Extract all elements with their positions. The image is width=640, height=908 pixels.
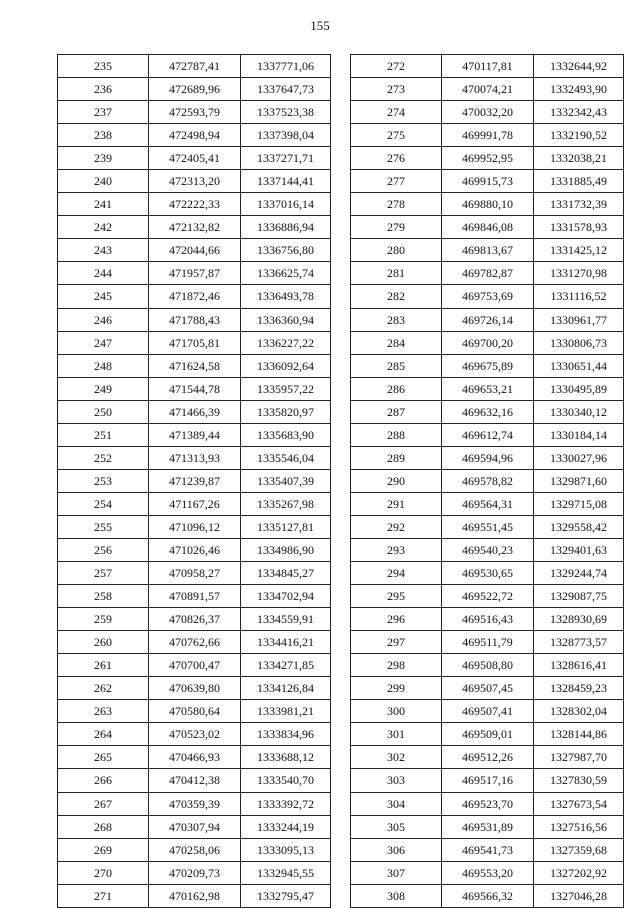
y-coordinate-cell: 1328144,86 bbox=[534, 723, 624, 746]
x-coordinate-cell: 469517,16 bbox=[442, 769, 534, 792]
point-number-cell: 291 bbox=[351, 492, 442, 515]
table-row bbox=[351, 562, 624, 585]
x-coordinate-cell: 469509,01 bbox=[442, 723, 534, 746]
table-row bbox=[351, 55, 624, 78]
x-coordinate-cell: 470074,21 bbox=[442, 78, 534, 101]
point-number-cell: 253 bbox=[58, 469, 149, 492]
point-number-cell: 299 bbox=[351, 677, 442, 700]
y-coordinate-cell: 1336092,64 bbox=[241, 354, 331, 377]
x-coordinate-cell: 471096,12 bbox=[149, 515, 241, 538]
point-number-cell: 303 bbox=[351, 769, 442, 792]
table-row bbox=[351, 147, 624, 170]
table-row bbox=[351, 677, 624, 700]
point-number-cell: 275 bbox=[351, 124, 442, 147]
x-coordinate-cell: 469541,73 bbox=[442, 838, 534, 861]
table-row bbox=[58, 400, 331, 423]
y-coordinate-cell: 1333095,13 bbox=[241, 838, 331, 861]
table-row bbox=[58, 608, 331, 631]
x-coordinate-cell: 469553,20 bbox=[442, 861, 534, 884]
y-coordinate-cell: 1335267,98 bbox=[241, 492, 331, 515]
table-row bbox=[58, 216, 331, 239]
table-row bbox=[58, 884, 331, 907]
point-number-cell: 287 bbox=[351, 400, 442, 423]
y-coordinate-cell: 1336756,80 bbox=[241, 239, 331, 262]
x-coordinate-cell: 469507,41 bbox=[442, 700, 534, 723]
x-coordinate-cell: 469508,80 bbox=[442, 654, 534, 677]
point-number-cell: 268 bbox=[58, 815, 149, 838]
table-row bbox=[351, 400, 624, 423]
table-row bbox=[58, 354, 331, 377]
table-row bbox=[58, 193, 331, 216]
x-coordinate-cell: 470359,39 bbox=[149, 792, 241, 815]
y-coordinate-cell: 1332190,52 bbox=[534, 124, 624, 147]
x-coordinate-cell: 471466,39 bbox=[149, 400, 241, 423]
x-coordinate-cell: 471389,44 bbox=[149, 423, 241, 446]
x-coordinate-cell: 472787,41 bbox=[149, 55, 241, 78]
x-coordinate-cell: 470032,20 bbox=[442, 101, 534, 124]
table-row bbox=[351, 308, 624, 331]
x-coordinate-cell: 471313,93 bbox=[149, 446, 241, 469]
y-coordinate-cell: 1333540,70 bbox=[241, 769, 331, 792]
point-number-cell: 276 bbox=[351, 147, 442, 170]
x-coordinate-cell: 469594,96 bbox=[442, 446, 534, 469]
point-number-cell: 241 bbox=[58, 193, 149, 216]
table-row bbox=[58, 262, 331, 285]
x-coordinate-cell: 469530,65 bbox=[442, 562, 534, 585]
point-number-cell: 274 bbox=[351, 101, 442, 124]
point-number-cell: 288 bbox=[351, 423, 442, 446]
table-row bbox=[351, 216, 624, 239]
x-coordinate-cell: 470891,57 bbox=[149, 585, 241, 608]
point-number-cell: 237 bbox=[58, 101, 149, 124]
y-coordinate-cell: 1334845,27 bbox=[241, 562, 331, 585]
x-coordinate-cell: 469522,72 bbox=[442, 585, 534, 608]
x-coordinate-cell: 469551,45 bbox=[442, 515, 534, 538]
point-number-cell: 308 bbox=[351, 884, 442, 907]
table-row bbox=[351, 884, 624, 907]
x-coordinate-cell: 469578,82 bbox=[442, 469, 534, 492]
x-coordinate-cell: 469531,89 bbox=[442, 815, 534, 838]
y-coordinate-cell: 1328616,41 bbox=[534, 654, 624, 677]
table-row bbox=[58, 700, 331, 723]
table-row bbox=[58, 815, 331, 838]
y-coordinate-cell: 1327046,28 bbox=[534, 884, 624, 907]
table-row bbox=[351, 515, 624, 538]
table-row bbox=[351, 239, 624, 262]
x-coordinate-cell: 470826,37 bbox=[149, 608, 241, 631]
table-row bbox=[351, 331, 624, 354]
point-number-cell: 267 bbox=[58, 792, 149, 815]
y-coordinate-cell: 1330806,73 bbox=[534, 331, 624, 354]
y-coordinate-cell: 1330495,89 bbox=[534, 377, 624, 400]
y-coordinate-cell: 1333981,21 bbox=[241, 700, 331, 723]
x-coordinate-cell: 471624,58 bbox=[149, 354, 241, 377]
table-row bbox=[351, 538, 624, 561]
y-coordinate-cell: 1328773,57 bbox=[534, 631, 624, 654]
x-coordinate-cell: 470209,73 bbox=[149, 861, 241, 884]
point-number-cell: 243 bbox=[58, 239, 149, 262]
x-coordinate-cell: 472222,33 bbox=[149, 193, 241, 216]
y-coordinate-cell: 1332945,55 bbox=[241, 861, 331, 884]
y-coordinate-cell: 1333244,19 bbox=[241, 815, 331, 838]
x-coordinate-cell: 469915,73 bbox=[442, 170, 534, 193]
y-coordinate-cell: 1331116,52 bbox=[534, 285, 624, 308]
y-coordinate-cell: 1329558,42 bbox=[534, 515, 624, 538]
point-number-cell: 292 bbox=[351, 515, 442, 538]
point-number-cell: 248 bbox=[58, 354, 149, 377]
x-coordinate-cell: 469516,43 bbox=[442, 608, 534, 631]
coordinates-table-left bbox=[57, 54, 331, 908]
table-row bbox=[351, 78, 624, 101]
x-coordinate-cell: 470117,81 bbox=[442, 55, 534, 78]
y-coordinate-cell: 1329401,63 bbox=[534, 538, 624, 561]
table-row bbox=[58, 723, 331, 746]
point-number-cell: 262 bbox=[58, 677, 149, 700]
table-row bbox=[351, 354, 624, 377]
y-coordinate-cell: 1336625,74 bbox=[241, 262, 331, 285]
table-row bbox=[351, 446, 624, 469]
table-row bbox=[58, 585, 331, 608]
point-number-cell: 252 bbox=[58, 446, 149, 469]
point-number-cell: 264 bbox=[58, 723, 149, 746]
x-coordinate-cell: 469782,87 bbox=[442, 262, 534, 285]
x-coordinate-cell: 469675,89 bbox=[442, 354, 534, 377]
x-coordinate-cell: 469566,32 bbox=[442, 884, 534, 907]
coordinates-table-right bbox=[350, 54, 624, 908]
point-number-cell: 247 bbox=[58, 331, 149, 354]
table-row bbox=[58, 631, 331, 654]
table-row bbox=[351, 262, 624, 285]
table-row bbox=[351, 193, 624, 216]
table-row bbox=[351, 285, 624, 308]
y-coordinate-cell: 1328302,04 bbox=[534, 700, 624, 723]
point-number-cell: 271 bbox=[58, 884, 149, 907]
table-row bbox=[58, 285, 331, 308]
y-coordinate-cell: 1327516,56 bbox=[534, 815, 624, 838]
point-number-cell: 280 bbox=[351, 239, 442, 262]
y-coordinate-cell: 1332342,43 bbox=[534, 101, 624, 124]
table-row bbox=[351, 124, 624, 147]
point-number-cell: 293 bbox=[351, 538, 442, 561]
y-coordinate-cell: 1327359,68 bbox=[534, 838, 624, 861]
y-coordinate-cell: 1334702,94 bbox=[241, 585, 331, 608]
point-number-cell: 284 bbox=[351, 331, 442, 354]
point-number-cell: 294 bbox=[351, 562, 442, 585]
y-coordinate-cell: 1331885,49 bbox=[534, 170, 624, 193]
table-row bbox=[351, 377, 624, 400]
table-row bbox=[58, 562, 331, 585]
x-coordinate-cell: 469540,23 bbox=[442, 538, 534, 561]
table-row bbox=[58, 746, 331, 769]
table-row bbox=[58, 538, 331, 561]
point-number-cell: 259 bbox=[58, 608, 149, 631]
point-number-cell: 263 bbox=[58, 700, 149, 723]
point-number-cell: 261 bbox=[58, 654, 149, 677]
y-coordinate-cell: 1331270,98 bbox=[534, 262, 624, 285]
table-row bbox=[58, 792, 331, 815]
table-row bbox=[351, 585, 624, 608]
point-number-cell: 270 bbox=[58, 861, 149, 884]
y-coordinate-cell: 1334559,91 bbox=[241, 608, 331, 631]
y-coordinate-cell: 1327987,70 bbox=[534, 746, 624, 769]
x-coordinate-cell: 469726,14 bbox=[442, 308, 534, 331]
point-number-cell: 286 bbox=[351, 377, 442, 400]
y-coordinate-cell: 1329715,08 bbox=[534, 492, 624, 515]
y-coordinate-cell: 1337271,71 bbox=[241, 147, 331, 170]
table-row bbox=[58, 654, 331, 677]
table-row bbox=[58, 861, 331, 884]
x-coordinate-cell: 469813,67 bbox=[442, 239, 534, 262]
table-row bbox=[58, 170, 331, 193]
y-coordinate-cell: 1328459,23 bbox=[534, 677, 624, 700]
x-coordinate-cell: 471957,87 bbox=[149, 262, 241, 285]
x-coordinate-cell: 470466,93 bbox=[149, 746, 241, 769]
point-number-cell: 285 bbox=[351, 354, 442, 377]
y-coordinate-cell: 1327673,54 bbox=[534, 792, 624, 815]
y-coordinate-cell: 1334271,85 bbox=[241, 654, 331, 677]
y-coordinate-cell: 1337523,38 bbox=[241, 101, 331, 124]
point-number-cell: 272 bbox=[351, 55, 442, 78]
x-coordinate-cell: 469511,79 bbox=[442, 631, 534, 654]
table-row bbox=[58, 331, 331, 354]
point-number-cell: 242 bbox=[58, 216, 149, 239]
x-coordinate-cell: 470958,27 bbox=[149, 562, 241, 585]
y-coordinate-cell: 1328930,69 bbox=[534, 608, 624, 631]
point-number-cell: 269 bbox=[58, 838, 149, 861]
point-number-cell: 240 bbox=[58, 170, 149, 193]
x-coordinate-cell: 471788,43 bbox=[149, 308, 241, 331]
table-row bbox=[58, 377, 331, 400]
table-row bbox=[58, 838, 331, 861]
x-coordinate-cell: 469753,69 bbox=[442, 285, 534, 308]
y-coordinate-cell: 1335407,39 bbox=[241, 469, 331, 492]
x-coordinate-cell: 469653,21 bbox=[442, 377, 534, 400]
point-number-cell: 278 bbox=[351, 193, 442, 216]
y-coordinate-cell: 1334416,21 bbox=[241, 631, 331, 654]
point-number-cell: 236 bbox=[58, 78, 149, 101]
x-coordinate-cell: 469846,08 bbox=[442, 216, 534, 239]
point-number-cell: 301 bbox=[351, 723, 442, 746]
point-number-cell: 257 bbox=[58, 562, 149, 585]
x-coordinate-cell: 472593,79 bbox=[149, 101, 241, 124]
table-row bbox=[351, 700, 624, 723]
point-number-cell: 258 bbox=[58, 585, 149, 608]
table-row bbox=[351, 170, 624, 193]
point-number-cell: 283 bbox=[351, 308, 442, 331]
point-number-cell: 256 bbox=[58, 538, 149, 561]
point-number-cell: 302 bbox=[351, 746, 442, 769]
y-coordinate-cell: 1335127,81 bbox=[241, 515, 331, 538]
x-coordinate-cell: 469700,20 bbox=[442, 331, 534, 354]
x-coordinate-cell: 470762,66 bbox=[149, 631, 241, 654]
point-number-cell: 298 bbox=[351, 654, 442, 677]
x-coordinate-cell: 469512,26 bbox=[442, 746, 534, 769]
y-coordinate-cell: 1330027,96 bbox=[534, 446, 624, 469]
point-number-cell: 246 bbox=[58, 308, 149, 331]
point-number-cell: 295 bbox=[351, 585, 442, 608]
y-coordinate-cell: 1331732,39 bbox=[534, 193, 624, 216]
point-number-cell: 239 bbox=[58, 147, 149, 170]
y-coordinate-cell: 1332493,90 bbox=[534, 78, 624, 101]
x-coordinate-cell: 472044,66 bbox=[149, 239, 241, 262]
y-coordinate-cell: 1334126,84 bbox=[241, 677, 331, 700]
point-number-cell: 251 bbox=[58, 423, 149, 446]
x-coordinate-cell: 469612,74 bbox=[442, 423, 534, 446]
x-coordinate-cell: 470307,94 bbox=[149, 815, 241, 838]
y-coordinate-cell: 1333392,72 bbox=[241, 792, 331, 815]
point-number-cell: 290 bbox=[351, 469, 442, 492]
y-coordinate-cell: 1335683,90 bbox=[241, 423, 331, 446]
y-coordinate-cell: 1331578,93 bbox=[534, 216, 624, 239]
table-row bbox=[351, 792, 624, 815]
x-coordinate-cell: 469632,16 bbox=[442, 400, 534, 423]
x-coordinate-cell: 470412,38 bbox=[149, 769, 241, 792]
y-coordinate-cell: 1337016,14 bbox=[241, 193, 331, 216]
x-coordinate-cell: 469952,95 bbox=[442, 147, 534, 170]
point-number-cell: 296 bbox=[351, 608, 442, 631]
point-number-cell: 255 bbox=[58, 515, 149, 538]
y-coordinate-cell: 1336360,94 bbox=[241, 308, 331, 331]
table-row bbox=[58, 101, 331, 124]
x-coordinate-cell: 472689,96 bbox=[149, 78, 241, 101]
y-coordinate-cell: 1332795,47 bbox=[241, 884, 331, 907]
point-number-cell: 297 bbox=[351, 631, 442, 654]
table-row bbox=[351, 101, 624, 124]
table-row bbox=[58, 515, 331, 538]
x-coordinate-cell: 471872,46 bbox=[149, 285, 241, 308]
table-row bbox=[58, 423, 331, 446]
table-row bbox=[58, 147, 331, 170]
point-number-cell: 279 bbox=[351, 216, 442, 239]
point-number-cell: 307 bbox=[351, 861, 442, 884]
table-row bbox=[58, 55, 331, 78]
table-row bbox=[351, 769, 624, 792]
point-number-cell: 281 bbox=[351, 262, 442, 285]
y-coordinate-cell: 1335546,04 bbox=[241, 446, 331, 469]
table-row bbox=[58, 469, 331, 492]
x-coordinate-cell: 471167,26 bbox=[149, 492, 241, 515]
x-coordinate-cell: 470580,64 bbox=[149, 700, 241, 723]
y-coordinate-cell: 1330184,14 bbox=[534, 423, 624, 446]
y-coordinate-cell: 1333688,12 bbox=[241, 746, 331, 769]
point-number-cell: 282 bbox=[351, 285, 442, 308]
table-row bbox=[58, 308, 331, 331]
y-coordinate-cell: 1335957,22 bbox=[241, 377, 331, 400]
table-row bbox=[351, 492, 624, 515]
y-coordinate-cell: 1329087,75 bbox=[534, 585, 624, 608]
x-coordinate-cell: 471705,81 bbox=[149, 331, 241, 354]
table-row bbox=[58, 78, 331, 101]
y-coordinate-cell: 1337398,04 bbox=[241, 124, 331, 147]
x-coordinate-cell: 472405,41 bbox=[149, 147, 241, 170]
y-coordinate-cell: 1334986,90 bbox=[241, 538, 331, 561]
x-coordinate-cell: 471544,78 bbox=[149, 377, 241, 400]
x-coordinate-cell: 469507,45 bbox=[442, 677, 534, 700]
x-coordinate-cell: 470700,47 bbox=[149, 654, 241, 677]
x-coordinate-cell: 471026,46 bbox=[149, 538, 241, 561]
table-row bbox=[58, 124, 331, 147]
x-coordinate-cell: 472498,94 bbox=[149, 124, 241, 147]
page-number: 155 bbox=[310, 18, 330, 33]
point-number-cell: 244 bbox=[58, 262, 149, 285]
y-coordinate-cell: 1327202,92 bbox=[534, 861, 624, 884]
table-row bbox=[351, 815, 624, 838]
point-number-cell: 235 bbox=[58, 55, 149, 78]
y-coordinate-cell: 1337647,73 bbox=[241, 78, 331, 101]
x-coordinate-cell: 472313,20 bbox=[149, 170, 241, 193]
x-coordinate-cell: 469523,70 bbox=[442, 792, 534, 815]
point-number-cell: 289 bbox=[351, 446, 442, 469]
table-row bbox=[58, 677, 331, 700]
table-row bbox=[351, 723, 624, 746]
point-number-cell: 238 bbox=[58, 124, 149, 147]
table-row bbox=[58, 239, 331, 262]
point-number-cell: 245 bbox=[58, 285, 149, 308]
point-number-cell: 300 bbox=[351, 700, 442, 723]
table-row bbox=[351, 746, 624, 769]
point-number-cell: 265 bbox=[58, 746, 149, 769]
point-number-cell: 260 bbox=[58, 631, 149, 654]
point-number-cell: 273 bbox=[351, 78, 442, 101]
y-coordinate-cell: 1330651,44 bbox=[534, 354, 624, 377]
table-row bbox=[351, 838, 624, 861]
y-coordinate-cell: 1330961,77 bbox=[534, 308, 624, 331]
x-coordinate-cell: 471239,87 bbox=[149, 469, 241, 492]
x-coordinate-cell: 470258,06 bbox=[149, 838, 241, 861]
point-number-cell: 250 bbox=[58, 400, 149, 423]
point-number-cell: 304 bbox=[351, 792, 442, 815]
point-number-cell: 266 bbox=[58, 769, 149, 792]
point-number-cell: 306 bbox=[351, 838, 442, 861]
x-coordinate-cell: 470523,02 bbox=[149, 723, 241, 746]
table-row bbox=[351, 631, 624, 654]
point-number-cell: 277 bbox=[351, 170, 442, 193]
y-coordinate-cell: 1332038,21 bbox=[534, 147, 624, 170]
y-coordinate-cell: 1337144,41 bbox=[241, 170, 331, 193]
y-coordinate-cell: 1330340,12 bbox=[534, 400, 624, 423]
x-coordinate-cell: 470639,80 bbox=[149, 677, 241, 700]
table-row bbox=[351, 861, 624, 884]
point-number-cell: 305 bbox=[351, 815, 442, 838]
x-coordinate-cell: 472132,82 bbox=[149, 216, 241, 239]
y-coordinate-cell: 1327830,59 bbox=[534, 769, 624, 792]
point-number-cell: 249 bbox=[58, 377, 149, 400]
table-row bbox=[351, 654, 624, 677]
y-coordinate-cell: 1329244,74 bbox=[534, 562, 624, 585]
x-coordinate-cell: 469564,31 bbox=[442, 492, 534, 515]
table-row bbox=[58, 492, 331, 515]
table-row bbox=[351, 423, 624, 446]
y-coordinate-cell: 1336886,94 bbox=[241, 216, 331, 239]
table-row bbox=[351, 608, 624, 631]
table-row bbox=[351, 469, 624, 492]
y-coordinate-cell: 1336227,22 bbox=[241, 331, 331, 354]
y-coordinate-cell: 1333834,96 bbox=[241, 723, 331, 746]
y-coordinate-cell: 1335820,97 bbox=[241, 400, 331, 423]
point-number-cell: 254 bbox=[58, 492, 149, 515]
table-row bbox=[58, 769, 331, 792]
y-coordinate-cell: 1331425,12 bbox=[534, 239, 624, 262]
y-coordinate-cell: 1337771,06 bbox=[241, 55, 331, 78]
y-coordinate-cell: 1329871,60 bbox=[534, 469, 624, 492]
y-coordinate-cell: 1336493,78 bbox=[241, 285, 331, 308]
x-coordinate-cell: 470162,98 bbox=[149, 884, 241, 907]
x-coordinate-cell: 469991,78 bbox=[442, 124, 534, 147]
y-coordinate-cell: 1332644,92 bbox=[534, 55, 624, 78]
x-coordinate-cell: 469880,10 bbox=[442, 193, 534, 216]
table-row bbox=[58, 446, 331, 469]
